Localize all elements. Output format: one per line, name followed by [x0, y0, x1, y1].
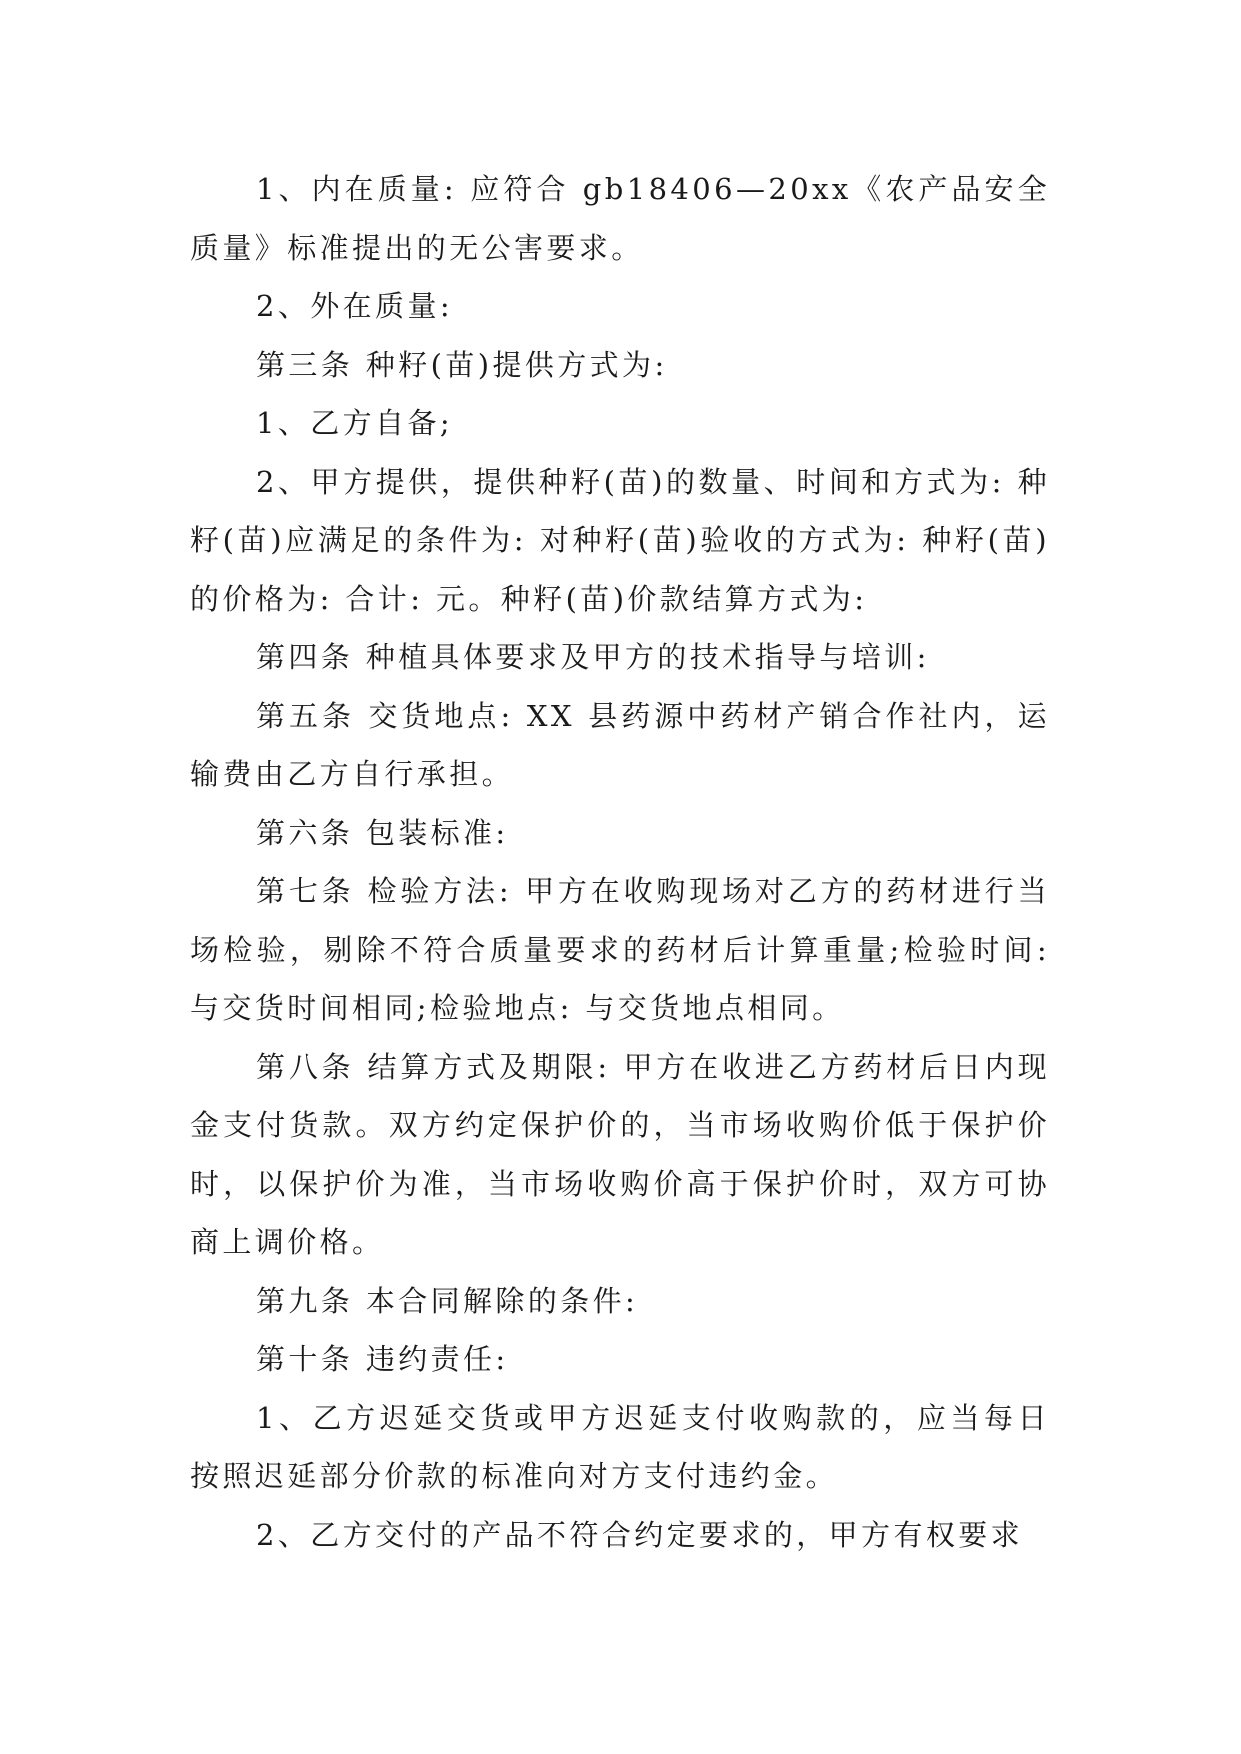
paragraph-article-3: 第三条 种籽(苗)提供方式为:: [256, 347, 668, 382]
paragraph-article-3-item-1: 1、乙方自备;: [256, 406, 454, 440]
paragraph-article-6: 第六条 包装标准:: [256, 815, 509, 850]
paragraph-quality-internal: 1、内在质量: 应符合 gb18406—20xx《农产品安全质量》标准提出的无公害要求。: [190, 172, 1050, 265]
paragraph-quality-external: 2、外在质量:: [256, 289, 454, 323]
paragraph-article-3-item-2: 2、甲方提供，提供种籽(苗)的数量、时间和方式为: 种籽(苗)应满足的条件为: 对种籽(苗)验收的方式为: 种籽(苗)的价格为: 合计: 元。种籽(苗)价款结算方式为:: [190, 464, 1050, 616]
paragraph-article-10: 第十条 违约责任:: [256, 1342, 509, 1376]
paragraph-article-5: 第五条 交货地点: XX 县药源中药材产销合作社内，运输费由乙方自行承担。: [190, 698, 1050, 791]
paragraph-article-4: 第四条 种植具体要求及甲方的技术指导与培训:: [256, 640, 930, 674]
paragraph-article-8: 第八条 结算方式及期限: 甲方在收进乙方药材后日内现金支付货款。双方约定保护价的，当市场收购价低于保护价时，以保护价为准，当市场收购价高于保护价时，双方可协商上调价格。: [190, 1049, 1050, 1259]
paragraph-article-10-item-2: 2、乙方交付的产品不符合约定要求的，甲方有权要求: [256, 1517, 1024, 1552]
paragraph-article-7: 第七条 检验方法: 甲方在收购现场对乙方的药材进行当场检验，剔除不符合质量要求的药材后计算重量;检验时间: 与交货时间相同;检验地点: 与交货地点相同。: [190, 874, 1050, 1025]
document-body: [190, 160, 1050, 1564]
paragraph-article-10-item-1: 1、乙方迟延交货或甲方迟延支付收购款的，应当每日按照迟延部分价款的标准向对方支付违约金。: [190, 1400, 1050, 1493]
paragraph-article-9: 第九条 本合同解除的条件:: [256, 1283, 639, 1318]
